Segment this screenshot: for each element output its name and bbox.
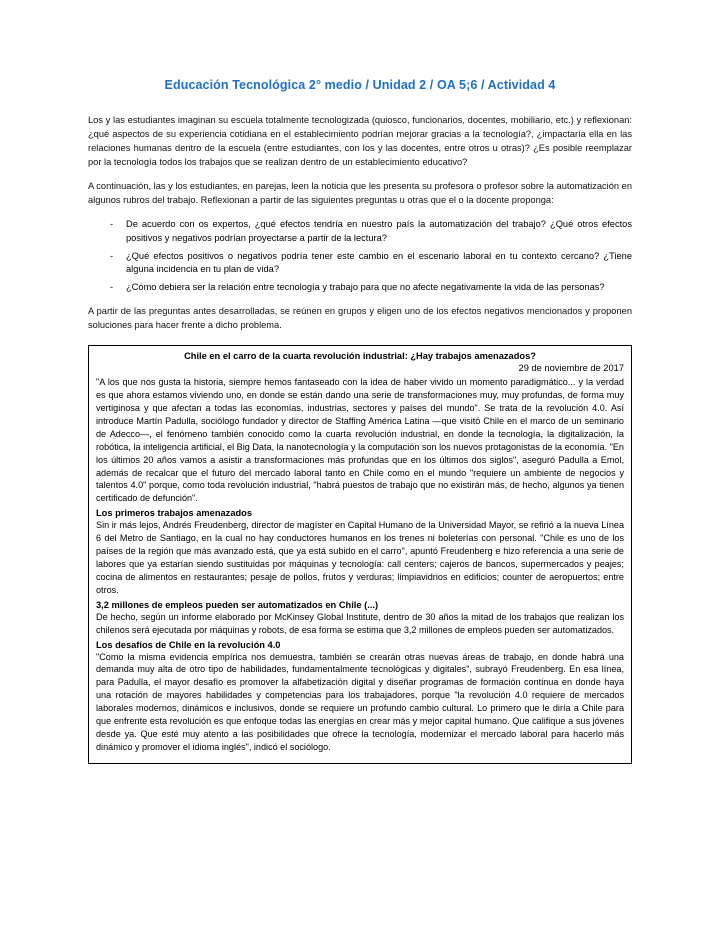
article-date: 29 de noviembre de 2017 (518, 363, 624, 374)
article-lead: "A los que nos gusta la historia, siempre hemos fantaseado con la idea de haber vivido un momento paradigmático... y la verdad es que ahora estamos viviendo uno, en donde se están dando una serie de transformaciones muy, muy profundas, de forma muy vertiginosa y que afectan a todas las economías, industrias, sectores y países del mundo". Se trata de la revolución 4.0. Así introduce Martín Padulla, sociólogo fundador y director de Staffing América Latina —que visitó Chile en el marco de un seminario de Adecco—, el fenómeno también conocido como la cuarta revolución industrial, en donde la tecnología, la digitalización, la robótica, la inteligencia artificial, el Big Data, la nanotecnología y la computación son los nuevos protagonistas de la economía. "En los últimos 20 años vamos a asistir a transformaciones más profundas que en los últimos dos siglos", aseguró Padulla a Emol, además de recalcar que el futuro del mercado laboral tanto en Chile como en el mundo "requiere un ambiente de negocios y talentos 4.0" porque, como toda revolución industrial, "habrá puestos de trabajo que no existirán más, de hecho, algunos ya tienen certificado de defunción". (96, 377, 624, 504)
intro-paragraph-2: A continuación, las y los estudiantes, en parejas, leen la noticia que les presenta su profesora o profesor sobre la automatización en algunos rubros del trabajo. Reflexionan a partir de las siguientes preguntas u otras que el o la docente proponga: (88, 180, 632, 205)
list-item: - De acuerdo con os expertos, ¿qué efectos tendría en nuestro país la automatización del trabajo? ¿Qué otros efectos positivos y negativos podrían proyectarse a partir de la lectura? (110, 218, 632, 246)
article-section-text: De hecho, según un informe elaborado por McKinsey Global Institute, dentro de 30 años la mitad de los trabajos que realizan los chilenos será ejecutada por máquinas y robots, de esa forma se estima que 3,2 millones de empleos pueden ser automatizados. (96, 611, 624, 635)
list-item: - ¿Cómo debiera ser la relación entre tecnología y trabajo para que no afecte negativamente la vida de las personas? (110, 281, 632, 295)
article-section-text: "Como la misma evidencia empírica nos demuestra, también se crearán otras nuevas áreas de trabajo, en donde habrá una demanda muy alta de otro tipo de habilidades, fundamentalmente tecnológicas y digitales", subrayó Freudenberg. En esa línea, para Padulla, el mayor desafío es promover la alfabetización digital y diseñar programas de formación continua en donde haya una rotación de mayores habilidades y competencias para los trabajadores, porque "la revolución 4.0 requiere de mercados laborales modernos, dinámicos e inclusivos, donde se requiere un profundo cambio cultural. Lo primero que le diría a Chile para que enfrente esta revolución es que enfoque todas las energías en crear más y mejor capital humano. Que califique a sus jóvenes desde ya. Que esté muy atento a las posibilidades que ofrece la tecnología, modernizar el mercado laboral para hacerlo más dinámico y promover el idioma inglés", indicó el sociólogo. (96, 651, 624, 752)
article-section-heading: 3,2 millones de empleos pueden ser automatizados en Chile (...) (96, 599, 379, 610)
list-item: - ¿Qué efectos positivos o negativos podría tener este cambio en el escenario laboral en tu contexto cercano? ¿Tiene alguna incidencia en tu plan de vida? (110, 250, 632, 278)
intro-paragraph-1: Los y las estudiantes imaginan su escuela totalmente tecnologizada (quiosco, funcionarios, docentes, mobiliario, etc.) y reflexionan: ¿qué aspectos de su experiencia cotidiana en el establecimiento podrían mejorar gracias a la tecnología?, ¿impactaría ella en las relaciones humanas dentro de la escuela (entre estudiantes, con los y las docentes, entre otros u otras)? ¿Es posible reemplazar por la tecnología todos los trabajos que se realizan dentro de un establecimiento educativo? (88, 115, 632, 167)
article-section-text: Sin ir más lejos, Andrés Freudenberg, director de magíster en Capital Humano de la Universidad Mayor, se refirió a la nueva Línea 6 del Metro de Santiago, en la cual no hay conductores humanos en los trenes ni boleterías con personal. "Chile es uno de los países de la región que más avanzado está, que ya está subido en el carro", apuntó Freudenberg e hizo referencia a una serie de labores que ya estarían siendo sustituidas por máquinas y tecnología: call centers; cajeros de bancos, supermercados y peajes; cocina de alimentos en restaurantes; pesaje de pollos, frutos y verduras; limpiavidrios en edificios; counter de aeropuertos; entre otros. (96, 520, 624, 595)
question-list (88, 218, 632, 296)
article-section-heading: Los primeros trabajos amenazados (96, 508, 253, 519)
page-title: Educación Tecnológica 2° medio / Unidad 2 / OA 5;6 / Actividad 4 (164, 78, 556, 92)
closing-paragraph: A partir de las preguntas antes desarrolladas, se reúnen en grupos y eligen uno de los efectos negativos mencionados y proponen soluciones para hacer frente a dicho problema. (88, 306, 632, 331)
article-headline: Chile en el carro de la cuarta revolución industrial: ¿Hay trabajos amenazados? (184, 351, 536, 362)
article-box (88, 345, 632, 764)
article-section-heading: Los desafíos de Chile en la revolución 4.0 (96, 639, 281, 650)
